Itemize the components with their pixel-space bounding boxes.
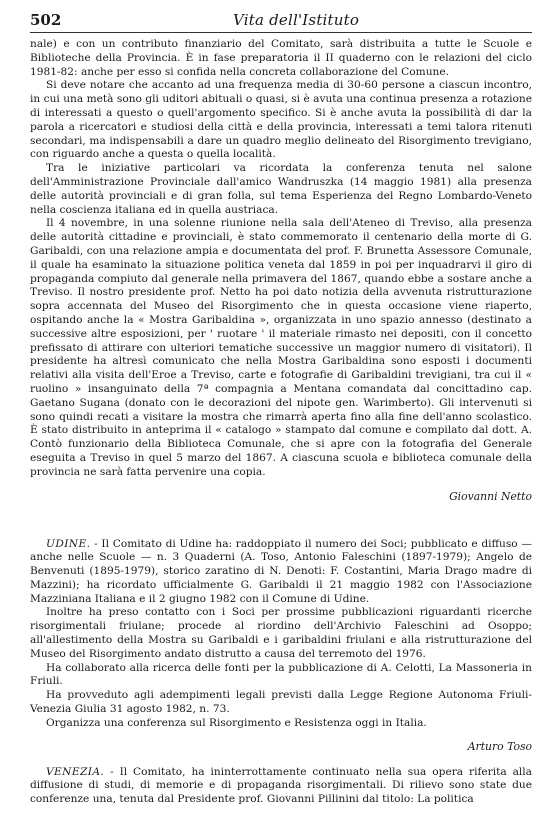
paragraph: nale) e con un contributo finanziario del Comitato, sarà distribuita a tutte le Scuole e Biblioteche della Provincia. È in fase preparatoria il II quaderno con le relazioni del ciclo 1981-82: anche per esso si confida nella concreta collaborazione del Comune. bbox=[30, 38, 532, 78]
paragraph: Organizza una conferenza sul Risorgimento e Resistenza oggi in Italia. bbox=[46, 716, 427, 729]
paragraph: Si deve notare che accanto ad una frequenza media di 30-60 persone a ciascun incontro, in cui una metà sono gli uditori abituali o quasi, si è avuta una continua presenza a rotazione di interessati a questo o quell'argomento specifico. Si è anche avuta la possibilità di dar la parola a ricercatori e studiosi della città e della provincia, interessati a temi talora ritenuti secondari, ma indispensabili a dare un quadro meglio delineato del Risorgimento trevigiano, con riguardo anche a questa o quella località. bbox=[30, 79, 532, 161]
page-number: 502 bbox=[30, 11, 62, 29]
city-heading: UDINE. bbox=[46, 537, 91, 550]
paragraph: Inoltre ha preso contatto con i Soci per prossime pubblicazioni riguardanti ricerche risorgimentali friulane; procede al riordino dell'Archivio Faleschini ad Osoppo; all'allestimento della Mostra su Garibaldi e i garibaldini friulani e alla ristrutturazione del Museo del Risorgimento andato distrutto a causa del terremoto del 1976. bbox=[30, 606, 532, 660]
paragraph bbox=[30, 766, 532, 807]
paragraph bbox=[30, 538, 532, 607]
paragraph: Tra le iniziative particolari va ricordata la conferenza tenuta nel salone dell'Amministrazione Provinciale dall'amico Wandruszka (14 maggio 1981) alla presenza delle autorità provinciali e di gran folla, sul tema Esperienza del Regno Lombardo-Veneto nella coscienza italiana ed in quella austriaca. bbox=[30, 162, 532, 216]
document-page bbox=[30, 8, 532, 828]
paragraph-text: - Il Comitato di Udine ha: raddoppiato il numero dei Soci; pubblicato e diffuso — anche nelle Scuole — n. 3 Quaderni (A. Toso, Antonio Faleschini (1897-1979); Angelo de Benvenuti (1895-1979), storico zaratino di N. Denoti: F. Costantini, Maria Drago madre di Mazzini); ha ricordato ufficialmente G. Garibaldi il 21 maggio 1982 con l'Associazione Mazziniana Italiana e il 2 giugno 1982 con il Comune di Udine. bbox=[30, 537, 532, 605]
signature: Giovanni Netto bbox=[449, 489, 532, 503]
paragraph-text: - Il Comitato, ha ininterrottamente continuato nella sua opera riferita alla diffusione di studi, di memorie e di propaganda risorgimentali. Di rilievo sono state due conferenze una, tenuta dal Presidente prof. Giovanni Pillinini dal titolo: La politica bbox=[30, 765, 532, 806]
page-header bbox=[30, 8, 532, 33]
paragraph: Ha provveduto agli adempimenti legali previsti dalla Legge Regione Autonoma Friuli-Venezia Giulia 31 agosto 1982, n. 73. bbox=[30, 689, 532, 716]
running-title: Vita dell'Istituto bbox=[233, 11, 360, 29]
signature: Arturo Toso bbox=[467, 739, 532, 753]
section-gap bbox=[30, 754, 532, 766]
paragraph: Il 4 novembre, in una solenne riunione nella sala dell'Ateneo di Treviso, alla presenza delle autorità cittadine e provinciali, è stato commemorato il centenario della morte di G. Garibaldi, con una relazione ampia e documentata del prof. F. Brunetta Assessore Comunale, il quale ha esaminato la situazione politica veneta dal 1859 in poi per inquadrarvi il giro di propaganda compiuto dal generale nella primavera del 1867, quando ebbe a sostare anche a Treviso. Il nostro presidente prof. Netto ha poi dato notizia della avvenuta ristrutturazione sopra accennata del Museo del Risorgimento che in questa occasione viene riaperto, ospitando anche la « Mostra Garibaldina », organizzata in uno spazio annesso (destinato a successive altre esposizioni, per ' ruotare ' il materiale rimasto nei depositi, con il concetto prefissato di attirare con ulteriori tematiche successive un maggior numero di visitatori). Il presidente ha altresì comunicato che nella Mostra Garibaldina sono esposti i documenti relativi alla visita dell'Eroe a Treviso, carte e fotografie di Garibaldini trevigiani, tra cui il « ruolino » insanguinato della 7ª compagnia a Mentana comandata dal concittadino cap. Gaetano Sugana (donato con le decorazioni del nipote gen. Warimberto). Gli intervenuti si sono quindi recati a visitare la mostra che rimarrà aperta fino alla fine dell'anno scolastico. È stato distribuito in anteprima il « catalogo » stampato dal comune e compilato dal dott. A. Contò funzionario della Biblioteca Comunale, che si apre con la fotografia del Generale eseguita a Treviso in quel 5 marzo del 1867. A ciascuna scuola e biblioteca comunale della provincia ne sarà fatta pervenire una copia. bbox=[30, 217, 532, 478]
city-heading: VENEZIA. bbox=[46, 765, 105, 778]
paragraph: Ha collaborato alla ricerca delle fonti per la pubblicazione di A. Celotti, La Massoneria in Friuli. bbox=[30, 661, 532, 688]
